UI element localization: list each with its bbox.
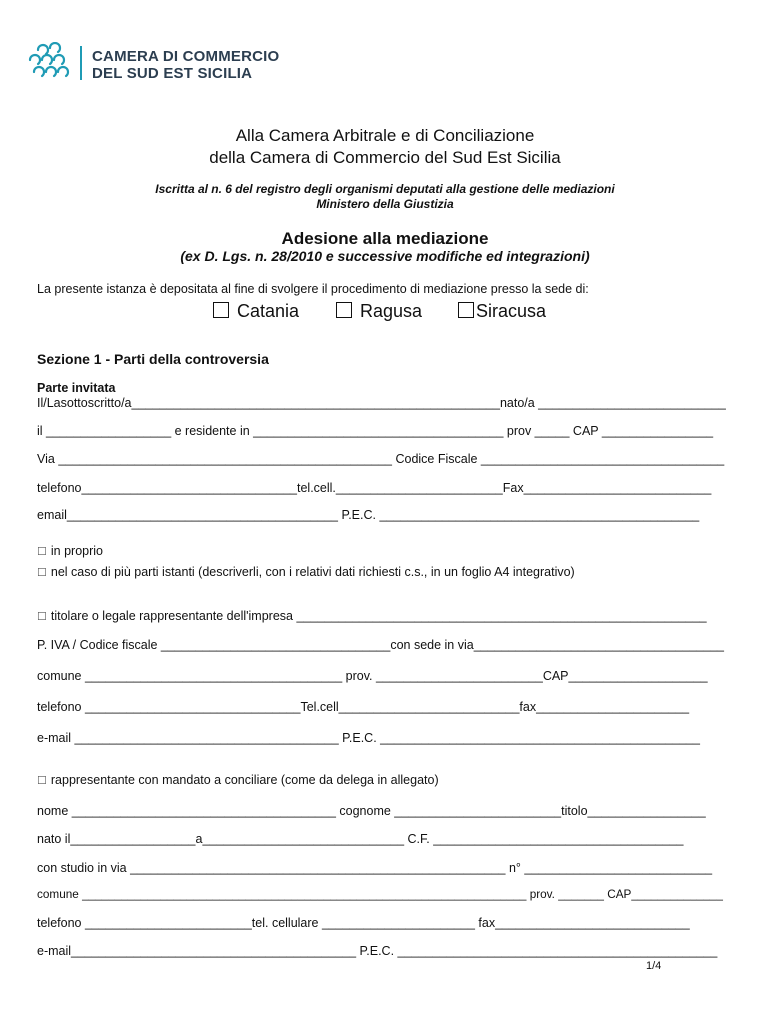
option-label: nel caso di più parti istanti (descriverli, con i relativi dati richiesti c.s., in un foglio A4 integrativo) — [50, 565, 575, 579]
sede-ragusa-option[interactable] — [336, 301, 422, 322]
checkbox[interactable] — [213, 302, 229, 318]
checkbox[interactable] — [458, 302, 474, 318]
intro-text: La presente istanza è depositata al fine di svolgere il procedimento di mediazione presso la sede di: — [37, 282, 589, 296]
field-row-company-email[interactable]: e-mail ______________________________________ P.E.C. ______________________________________________ — [37, 731, 700, 745]
checkbox-icon[interactable]: ☐ — [37, 775, 47, 787]
sede-label: Ragusa — [360, 301, 423, 321]
page-number: 1/4 — [646, 960, 662, 972]
checkbox[interactable] — [336, 302, 352, 318]
field-row-company-city[interactable]: comune _____________________________________ prov. ________________________CAP____________________ — [37, 669, 708, 683]
parte-invitata-label: Parte invitata — [37, 381, 116, 395]
field-row-phone[interactable]: telefono_______________________________tel.cell.________________________Fax___________________________ — [37, 481, 712, 495]
registry-line1: Iscritta al n. 6 del registro degli organismi deputati alla gestione delle mediazioni — [155, 182, 615, 196]
checkbox-icon[interactable]: ☐ — [37, 546, 47, 558]
sede-siracusa-option[interactable] — [458, 301, 546, 322]
option-mandate[interactable] — [37, 773, 439, 787]
field-row-company-phone[interactable]: telefono _______________________________Tel.cell__________________________fax______________________ — [37, 700, 690, 714]
sede-label: Catania — [237, 301, 300, 321]
field-row-name[interactable]: Il/Lasottoscritto/a_____________________________________________________nato/a ___________________________ — [37, 396, 726, 410]
checkbox-icon[interactable]: ☐ — [37, 611, 47, 623]
sede-label: Siracusa — [476, 301, 547, 321]
addressee-line2: della Camera di Commercio del Sud Est Sicilia — [209, 148, 561, 167]
field-row-vat[interactable]: P. IVA / Codice fiscale _________________________________con sede in via____________________________________ — [37, 638, 724, 652]
field-row-rep-birth[interactable]: nato il__________________a_____________________________ C.F. ____________________________________ — [37, 832, 684, 846]
registry-line2: Ministero della Giustizia — [316, 197, 454, 211]
addressee-line1: Alla Camera Arbitrale e di Conciliazione — [235, 126, 535, 145]
field-row-address[interactable]: Via ________________________________________________ Codice Fiscale ___________________________________ — [37, 452, 725, 466]
option-in-proprio[interactable] — [37, 544, 103, 558]
field-row-email[interactable]: email_______________________________________ P.E.C. ______________________________________________ — [37, 508, 700, 522]
field-row-rep-city[interactable]: comune ____________________________________________________________________ prov. _______ CAP______________ — [37, 888, 723, 901]
document-subtitle: (ex D. Lgs. n. 28/2010 e successive modifiche ed integrazioni) — [180, 248, 590, 264]
section-title: Sezione 1 - Parti della controversia — [37, 351, 269, 367]
field-row-rep-phone[interactable]: telefono ________________________tel. cellulare ______________________ fax____________________________ — [37, 916, 690, 930]
option-label: titolare o legale rappresentante dell'impresa ___________________________________________________________ — [50, 609, 707, 623]
sede-catania-option[interactable] — [213, 301, 299, 322]
option-label: in proprio — [50, 544, 103, 558]
document-title: Adesione alla mediazione — [281, 229, 489, 248]
option-more-parties[interactable] — [37, 565, 575, 579]
option-legal-rep[interactable] — [37, 609, 707, 623]
field-row-rep-email[interactable]: e-mail_________________________________________ P.E.C. ______________________________________________ — [37, 944, 718, 958]
checkbox-icon[interactable]: ☐ — [37, 567, 47, 579]
org-name-line2: DEL SUD EST SICILIA — [92, 65, 253, 82]
logo-divider — [80, 46, 82, 80]
org-name-line1: CAMERA DI COMMERCIO — [92, 48, 280, 65]
field-row-residence[interactable]: il __________________ e residente in ____________________________________ prov _____ CAP ________________ — [37, 424, 714, 438]
field-row-rep-name[interactable]: nome ______________________________________ cognome ________________________titolo_________________ — [37, 804, 706, 818]
field-row-rep-studio[interactable]: con studio in via ______________________________________________________ n° ___________________________ — [37, 861, 713, 875]
option-label: rappresentante con mandato a conciliare (come da delega in allegato) — [50, 773, 439, 787]
chamber-logo-icon — [24, 42, 72, 86]
